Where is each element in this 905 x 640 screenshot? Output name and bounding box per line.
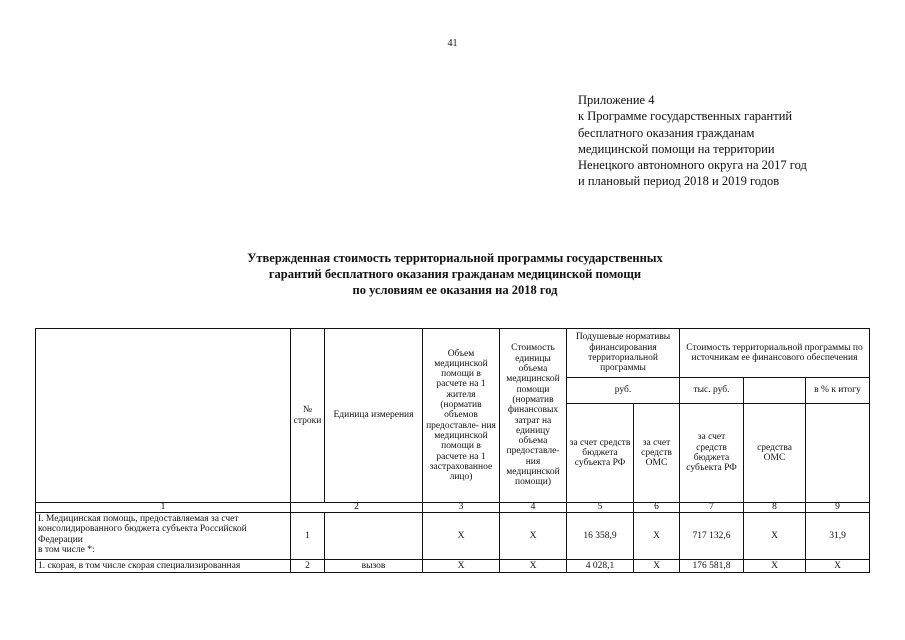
column-number: 7 [680, 503, 744, 513]
row-name-text: 1. скорая, в том числе скорая специализированная [38, 561, 241, 571]
header-unit: Единица измерения [325, 329, 423, 503]
column-number: 5 [567, 503, 634, 513]
row-c8: Х [744, 560, 806, 573]
row-c9: 31,9 [806, 513, 870, 560]
appendix-line: Приложение 4 [578, 93, 655, 107]
row-unit [325, 513, 423, 560]
appendix-line: и плановый период 2018 и 2019 годов [578, 174, 780, 189]
header-thous-rub: тыс. руб. [680, 378, 744, 404]
row-name [36, 513, 291, 560]
appendix-header [578, 92, 807, 190]
column-number: 6 [634, 503, 680, 513]
title-line: по условиям ее оказания на 2018 год [352, 283, 558, 297]
header-blank [744, 378, 806, 404]
column-number: 9 [806, 503, 870, 513]
appendix-line: медицинской помощи на территории [578, 141, 775, 156]
title-line: гарантий бесплатного оказания гражданам медицинской помощи [268, 267, 642, 281]
document-title [185, 250, 725, 298]
row-c7: 176 581,8 [680, 560, 744, 573]
cost-table [35, 328, 870, 573]
header-budget-rf: за счет средств бюджета субъекта РФ [567, 404, 634, 503]
row-c5: 16 358,9 [567, 513, 634, 560]
row-name-text: I. Медицинская помощь, предоставляемая за счет консолидированного бюджета субъекта Российской Федерации [38, 514, 247, 545]
header-volume: Объем медицинской помощи в расчете на 1 жителя (норматив объемов предоставле- ния медицинской помощи в расчете на 1 застрахованное лицо) [423, 329, 500, 503]
appendix-line: бесплатного оказания гражданам [578, 125, 755, 140]
row-c3: Х [423, 560, 500, 573]
table-row [36, 513, 870, 560]
row-name-extra: в том числе *: [38, 544, 95, 555]
header-percent: в % к итогу [806, 378, 870, 404]
header-budget-rf-2: за счет средств бюджета субъекта РФ [680, 404, 744, 503]
row-c4: Х [500, 513, 567, 560]
header-oms: за счет средств ОМС [634, 404, 680, 503]
row-unit: вызов [325, 560, 423, 573]
row-c5: 4 028,1 [567, 560, 634, 573]
column-number: 2 [291, 503, 423, 513]
row-c6: Х [634, 560, 680, 573]
column-number: 1 [36, 503, 291, 513]
header-rub: руб. [567, 378, 680, 404]
header-total-cost: Стоимость территориальной программы по источникам ее финансового обеспечения [680, 329, 870, 378]
row-c4: Х [500, 560, 567, 573]
row-c9: Х [806, 560, 870, 573]
header-per-capita: Подушевые нормативы финансирования территориальной программы [567, 329, 680, 378]
table-row [36, 560, 870, 573]
header-name-cell [36, 329, 291, 503]
row-c8: Х [744, 513, 806, 560]
header-cost: Стоимость единицы объема медицинской помощи (норматив финансовых затрат на единицу объема предоставле- ния медицинской помощи) [500, 329, 567, 503]
column-number: 8 [744, 503, 806, 513]
row-name [36, 560, 291, 573]
row-c6: Х [634, 513, 680, 560]
row-c3: Х [423, 513, 500, 560]
row-c7: 717 132,6 [680, 513, 744, 560]
header-oms-2: средства ОМС [744, 404, 806, 503]
page-number: 41 [447, 38, 458, 49]
row-no: 2 [291, 560, 325, 573]
appendix-line: Ненецкого автономного округа на 2017 год [578, 158, 807, 173]
header-row-no: № строки [291, 329, 325, 503]
appendix-line: к Программе государственных гарантий [578, 109, 793, 124]
title-line: Утвержденная стоимость территориальной программы государственных [247, 251, 663, 265]
row-no: 1 [291, 513, 325, 560]
header-blank-2 [806, 404, 870, 503]
column-number: 3 [423, 503, 500, 513]
column-number: 4 [500, 503, 567, 513]
